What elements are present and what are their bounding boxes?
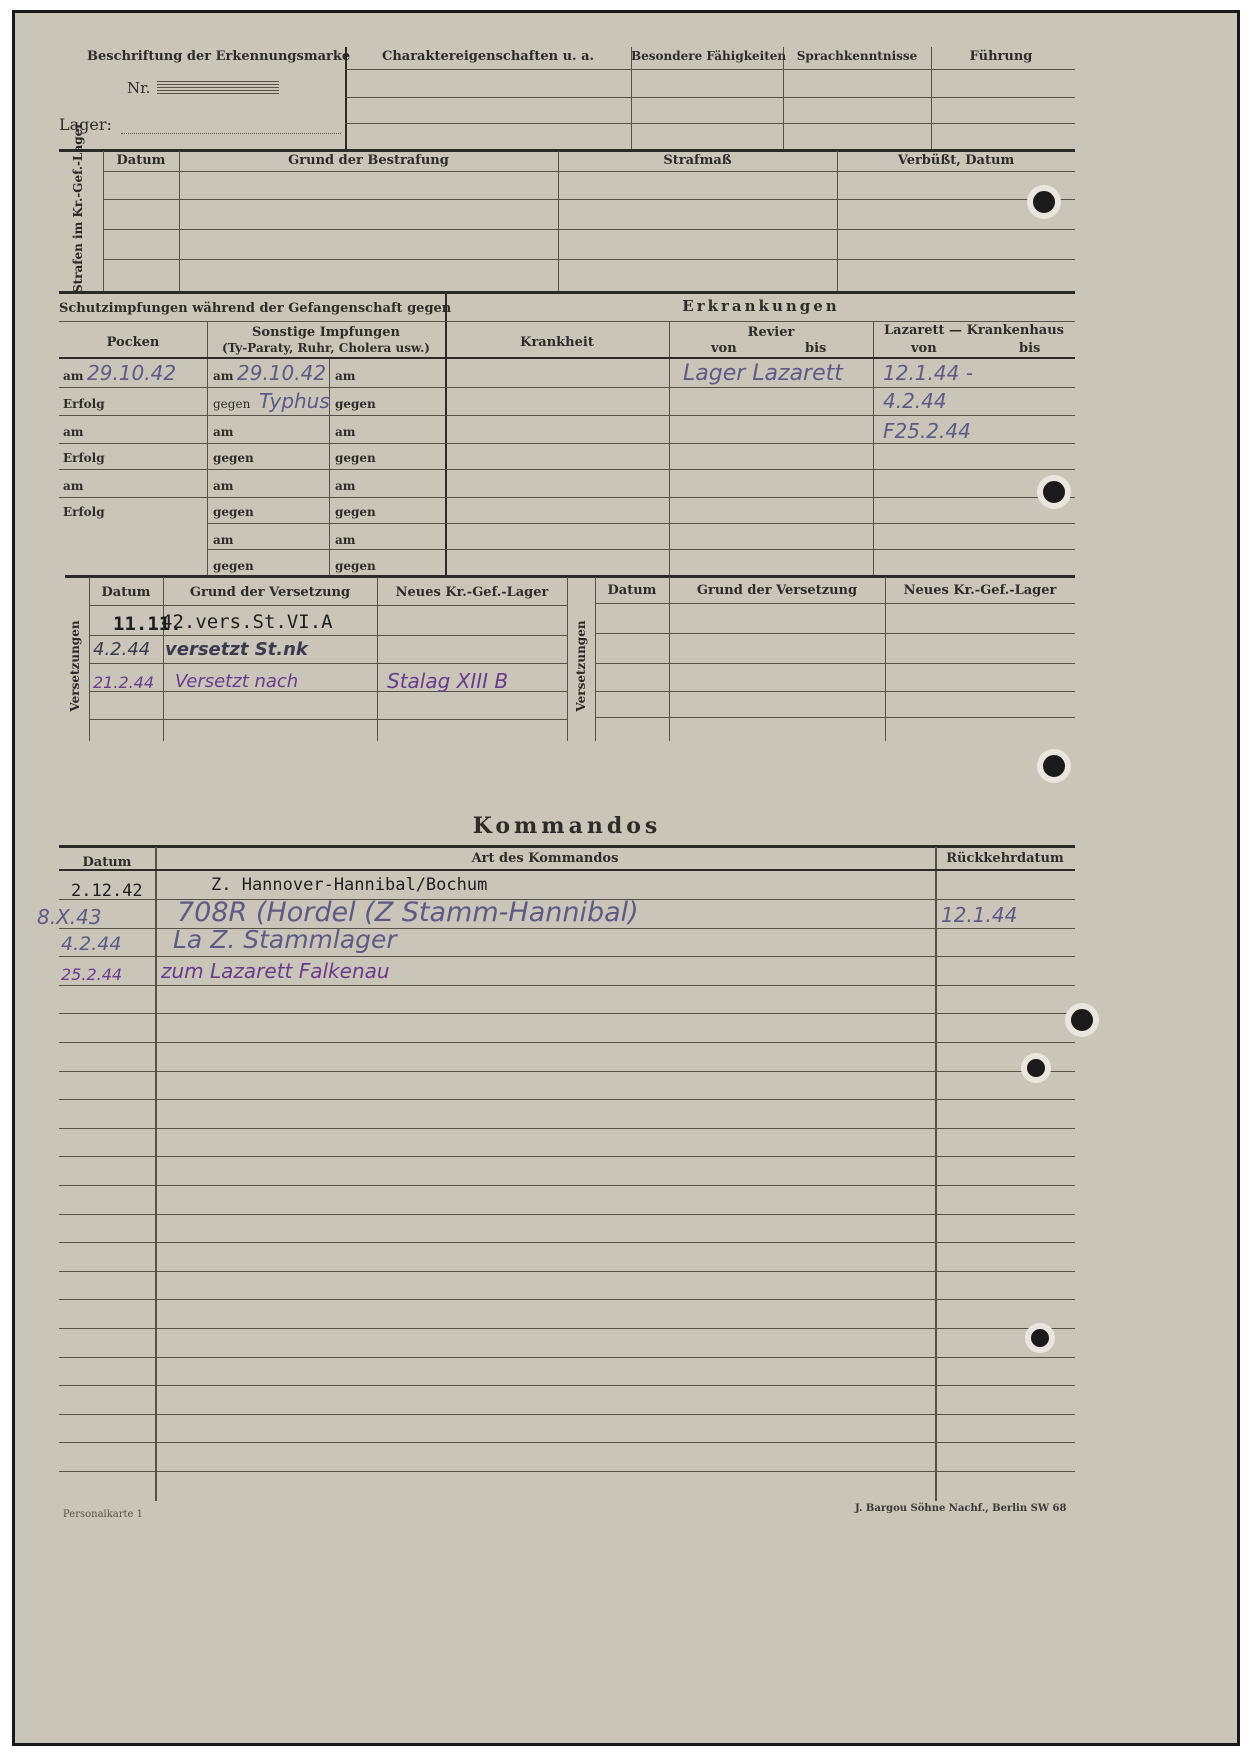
hw-typhus: Typhus [259, 389, 330, 413]
versetzungen-side-left: Versetzungen [68, 620, 82, 712]
strafen-datum-header: Datum [116, 153, 166, 168]
ruled-line [59, 1414, 1075, 1415]
hw-sonstige-date: 29.10.42 [237, 361, 327, 385]
sonst-am-2: am [213, 425, 234, 439]
vers-neues-header-l: Neues Kr.-Gef.-Lager [395, 585, 549, 600]
ruled-line [59, 1471, 1075, 1472]
vers-row1-text: 42.vers.St.VI.A [161, 611, 333, 633]
faehigkeiten-header: Besondere Fähigkeiten [631, 49, 787, 63]
ruled-line [59, 1385, 1075, 1386]
vers-row3-lager: Stalag XIII B [387, 669, 509, 693]
ruled-line [59, 985, 1075, 986]
kommando-row-4-text: zum Lazarett Falkenau [161, 959, 390, 983]
ruled-line [59, 956, 1075, 957]
vers-row2-date: 4.2.44 [93, 639, 151, 660]
sonstige-header-2: (Ty-Paraty, Ruhr, Cholera usw.) [222, 341, 430, 355]
sonst-gegen-2: gegen [213, 451, 254, 465]
ruled-line [59, 1442, 1075, 1443]
ruled-line [59, 1071, 1075, 1072]
vers-datum-header-r: Datum [607, 583, 657, 598]
kommando-rueckkehr-header: Rückkehrdatum [946, 851, 1064, 866]
ruled-line [59, 1214, 1075, 1215]
revier-von: von [711, 341, 737, 356]
revier-bis: bis [805, 341, 827, 356]
lazarett-header: Lazarett — Krankenhaus [884, 323, 1064, 338]
sonst2-am-3: am [335, 479, 356, 493]
sprach-header: Sprachkenntnisse [796, 49, 918, 63]
versetzungen-side-right: Versetzungen [574, 620, 588, 712]
hw-lazarett-1: 12.1.44 - [883, 361, 973, 385]
sonstige-header-1: Sonstige Impfungen [252, 325, 400, 340]
ruled-line [59, 1042, 1075, 1043]
ruled-line [59, 1271, 1075, 1272]
vers-row2-text: versetzt St.nk [165, 639, 308, 660]
sonst2-gegen-1: gegen [335, 397, 376, 411]
pocken-erfolg-2: Erfolg [63, 451, 105, 465]
vers-datum-header-l: Datum [101, 585, 151, 600]
strafen-grund-header: Grund der Bestrafung [288, 153, 449, 168]
strafmass-header: Strafmaß [663, 153, 732, 168]
vers-row3-date: 21.2.44 [93, 673, 155, 692]
sonst2-gegen-3: gegen [335, 505, 376, 519]
sonst2-gegen-2: gegen [335, 451, 376, 465]
ruled-line [59, 1013, 1075, 1014]
vers-grund-header-r: Grund der Versetzung [696, 583, 858, 598]
punch-hole [1021, 1053, 1051, 1083]
hw-revier: Lager Lazarett [683, 361, 843, 386]
sonst-gegen-3: gegen [213, 505, 254, 519]
kommando-row-2-return: 12.1.44 [941, 903, 1018, 927]
verbuesst-header: Verbüßt, Datum [897, 153, 1015, 168]
pocken-header: Pocken [106, 335, 160, 350]
sonst-am-4: am [213, 533, 234, 547]
fuehrung-header: Führung [969, 49, 1033, 64]
punch-hole [1037, 475, 1071, 509]
pocken-am-3: am [63, 479, 84, 493]
ruled-line [59, 1242, 1075, 1243]
lazarett-von: von [911, 341, 937, 356]
hw-lazarett-2: 4.2.44 [883, 389, 947, 413]
krankheit-header: Krankheit [520, 335, 594, 350]
lazarett-bis: bis [1019, 341, 1041, 356]
personnel-card [12, 10, 1240, 1746]
vers-neues-header-r: Neues Kr.-Gef.-Lager [903, 583, 1057, 598]
kommando-row-1-text: Z. Hannover-Hannibal/Bochum [211, 875, 488, 895]
kommando-datum-header: Datum [82, 855, 132, 870]
charakter-header: Charaktereigenschaften u. a. [381, 49, 595, 64]
pocken-am-2: am [63, 425, 84, 439]
sonst-am-1: am [213, 369, 234, 383]
footer-left: Personalkarte 1 [63, 1509, 144, 1520]
kommando-row-2-date: 8.X.43 [37, 905, 102, 929]
kommando-row-3-text: La Z. Stammlager [173, 925, 397, 954]
pocken-erfolg-1: Erfolg [63, 397, 105, 411]
lager-dotted-line [121, 133, 341, 134]
sonst2-am-4: am [335, 533, 356, 547]
nr-field [157, 81, 279, 95]
sonst2-gegen-4: gegen [335, 559, 376, 573]
punch-hole [1025, 1323, 1055, 1353]
vers-row1-date: 11.11. [113, 613, 182, 635]
ruled-line [59, 1328, 1075, 1329]
punch-hole [1027, 185, 1061, 219]
erkrankungen-title: Erkrankungen [682, 297, 840, 315]
erkennungsmarke-label: Beschriftung der Erkennungsmarke [87, 49, 351, 64]
hw-lazarett-3: F25.2.44 [883, 419, 971, 443]
kommando-row-4-date: 25.2.44 [61, 965, 123, 984]
ruled-line [59, 1099, 1075, 1100]
hw-pocken-date: 29.10.42 [87, 361, 177, 385]
kommando-art-header: Art des Kommandos [471, 851, 619, 866]
pocken-am-1: am [63, 369, 84, 383]
revier-header: Revier [747, 325, 795, 340]
ruled-line [59, 1299, 1075, 1300]
sonst-gegen-1: gegen [213, 397, 251, 411]
pocken-erfolg-3: Erfolg [63, 505, 105, 519]
lager-label: Lager: [59, 115, 112, 134]
sonst-gegen-4: gegen [213, 559, 254, 573]
kommando-row-3-date: 4.2.44 [61, 933, 122, 955]
kommando-row-1-date: 2.12.42 [71, 881, 143, 901]
sonst2-am-2: am [335, 425, 356, 439]
nr-label: Nr. [127, 79, 151, 97]
ruled-line [59, 1128, 1075, 1129]
footer-right: J. Bargou Söhne Nachf., Berlin SW 68 [855, 1503, 1067, 1514]
strafen-side-label: Strafen im Kr.-Gef.-Lager [71, 122, 85, 293]
sonst2-am-1: am [335, 369, 356, 383]
impf-title: Schutzimpfungen während der Gefangenschaft gegen [59, 301, 452, 316]
kommando-row-2-text: 708R (Hordel (Z Stamm-Hannibal) [177, 897, 639, 928]
ruled-line [59, 1185, 1075, 1186]
ruled-line [59, 1156, 1075, 1157]
vers-row3-text: Versetzt nach [175, 671, 299, 692]
sonst-am-3: am [213, 479, 234, 493]
punch-hole [1037, 749, 1071, 783]
ruled-line [59, 1357, 1075, 1358]
punch-hole [1065, 1003, 1099, 1037]
vers-grund-header-l: Grund der Versetzung [189, 585, 351, 600]
kommandos-title: Kommandos [472, 813, 662, 839]
